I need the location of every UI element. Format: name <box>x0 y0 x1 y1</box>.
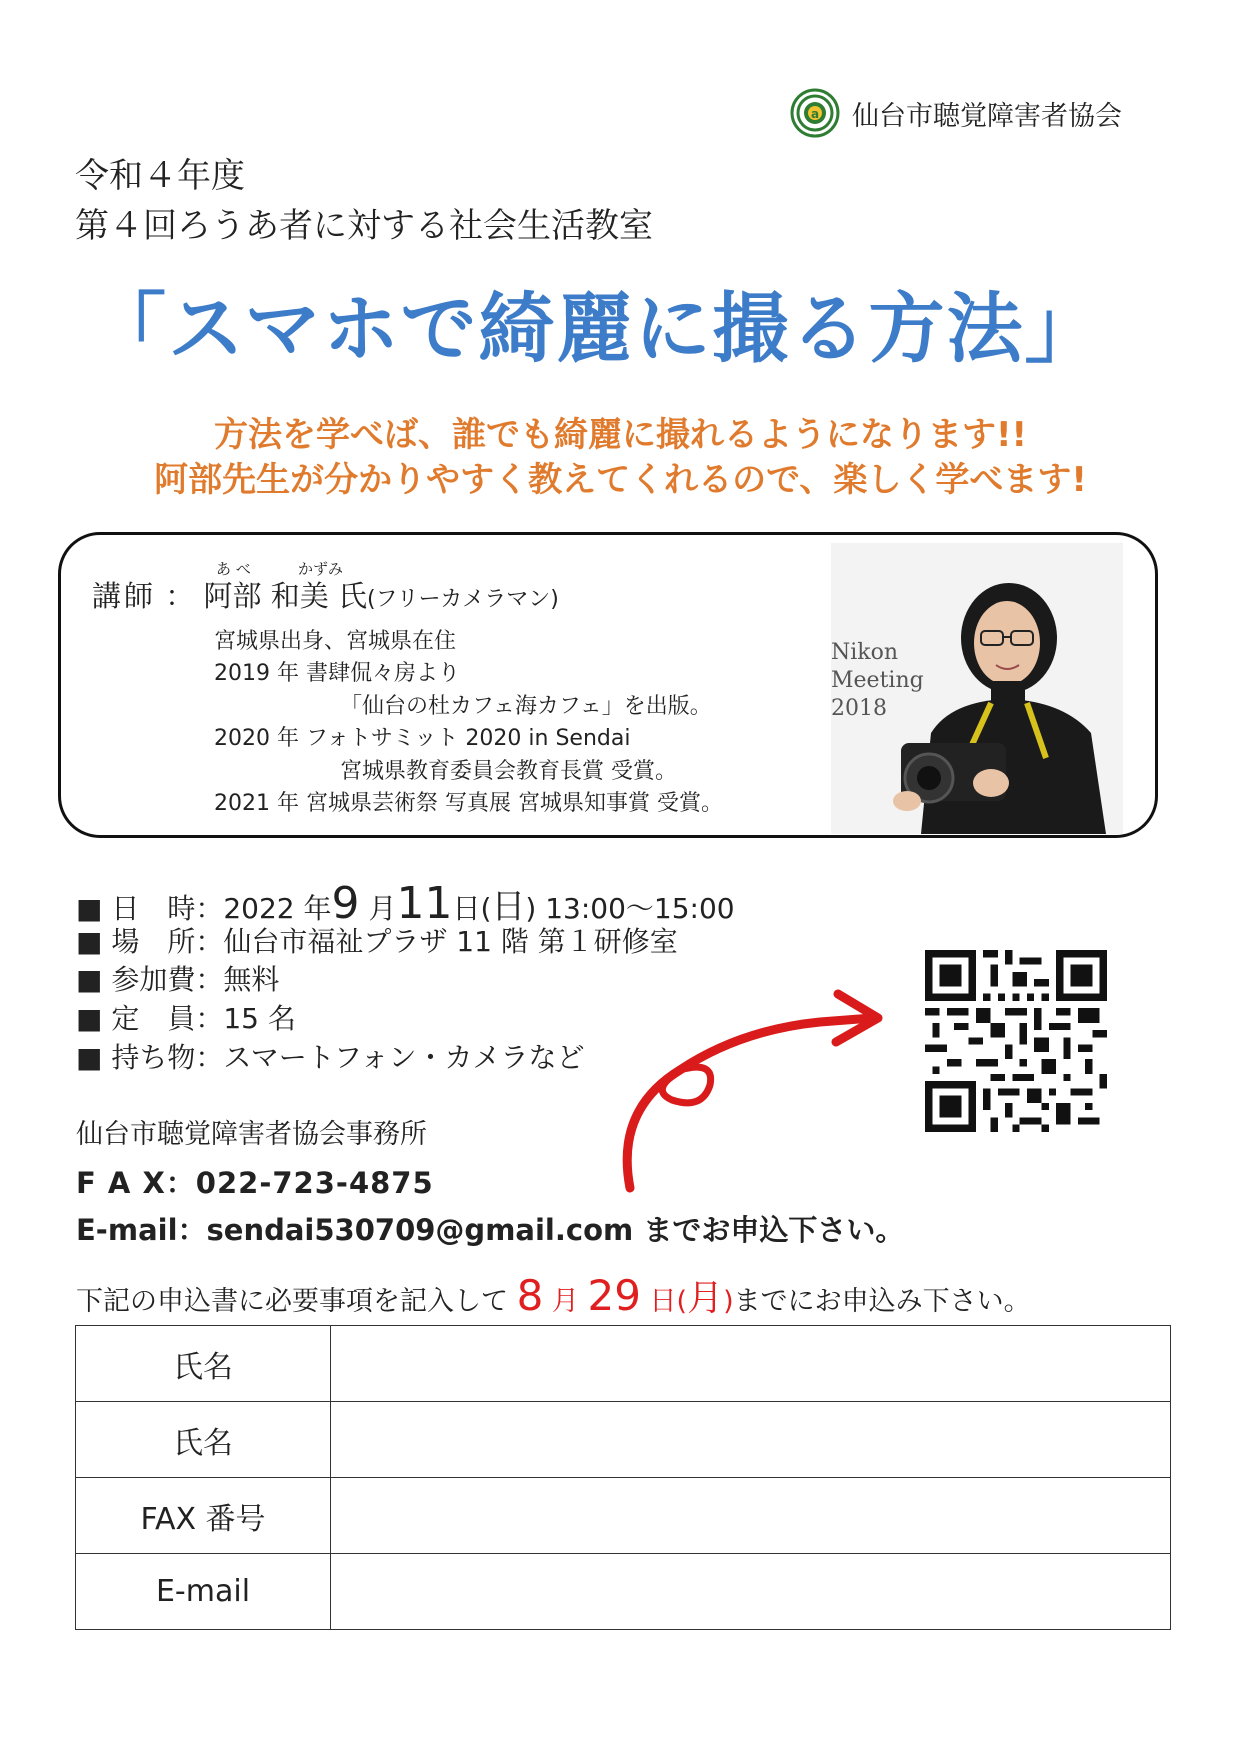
bio-line: 2020 年 フォトサミット 2020 in Sendai <box>214 726 631 751</box>
subtitle-line-2: 阿部先生が分かりやすく教えてくれるので、楽しく学べます! <box>154 460 1087 500</box>
org-header <box>790 88 1122 138</box>
subtitle-line-1: 方法を学べば、誰でも綺麗に撮れるようになります!! <box>213 415 1027 455</box>
photographer-figure <box>831 543 1123 834</box>
fiscal-year: 令和４年度 <box>75 156 245 196</box>
detail-items: ■ 持ち物：スマートフォン・カメラなど <box>76 1041 585 1074</box>
deadline-prefix: 下記の申込書に必要事項を記入して <box>76 1286 517 1317</box>
detail-capacity: ■ 定 員：15 名 <box>76 1002 296 1035</box>
deadline-line <box>76 1270 1031 1321</box>
deadline-month: 8 <box>516 1271 544 1320</box>
fax-number: F A X：022-723-4875 <box>76 1166 434 1200</box>
detail-place: ■ 場 所：仙台市福祉プラザ 11 階 第１研修室 <box>76 925 678 958</box>
form-input-cell[interactable] <box>331 1478 1171 1554</box>
form-label: 氏名 <box>76 1326 331 1402</box>
org-logo-icon <box>790 88 840 138</box>
date-time: ) 13:00～15:00 <box>525 892 735 925</box>
date-day-unit: 日( <box>452 892 492 925</box>
deadline-day-unit: 日( <box>640 1286 688 1317</box>
deadline-day: 29 <box>587 1271 641 1320</box>
email-line <box>76 1208 904 1249</box>
form-input-cell[interactable] <box>331 1402 1171 1478</box>
bio-line: 宮城県教育委員会教育長賞 受賞。 <box>340 759 677 784</box>
date-weekday: 日 <box>491 887 526 927</box>
red-arrow-icon <box>610 960 890 1200</box>
series-title: 第４回ろうあ者に対する社会生活教室 <box>75 206 653 246</box>
detail-fee: ■ 参加費：無料 <box>76 963 280 996</box>
svg-text:a: a <box>810 107 820 121</box>
date-year: 2022 年 <box>223 892 332 925</box>
lecturer-given: 和美 <box>270 579 329 613</box>
bio-line: 宮城県出身、宮城県在住 <box>214 629 457 654</box>
date-day: 11 <box>396 878 453 929</box>
form-label: FAX 番号 <box>76 1478 331 1554</box>
date-month: 9 <box>331 878 360 929</box>
form-row <box>76 1326 1171 1402</box>
email-label: E-mail： <box>76 1213 207 1247</box>
lecturer-name-line <box>92 574 559 615</box>
lecturer-family: 阿部 <box>203 579 262 613</box>
lecturer-role: 講師 <box>92 579 157 613</box>
deadline-close: ) <box>723 1286 734 1317</box>
form-row <box>76 1554 1171 1630</box>
main-title: 「スマホで綺麗に撮る方法」 <box>90 284 1103 373</box>
deadline-weekday: 月 <box>687 1278 724 1319</box>
bio-line: 2019 年 書肆侃々房より <box>214 661 460 686</box>
date-month-unit: 月 <box>368 892 397 925</box>
deadline-month-unit: 月 <box>543 1286 588 1317</box>
lecturer-occupation: (フリーカメラマン) <box>366 587 559 612</box>
qr-code-icon[interactable] <box>925 950 1107 1132</box>
lecturer-honorific: 氏 <box>337 579 367 613</box>
deadline-suffix: までにお申込み下さい。 <box>733 1286 1031 1317</box>
office-name: 仙台市聴覚障害者協会事務所 <box>76 1119 427 1150</box>
lecturer-sep: ： <box>165 579 195 613</box>
photo-backdrop-text: Nikon Meeting 2018 <box>831 640 924 721</box>
form-label: 氏名 <box>76 1402 331 1478</box>
date-label: ■ 日 時： <box>76 892 224 925</box>
form-label: E-mail <box>76 1554 331 1630</box>
bio-line: 2021 年 宮城県芸術祭 写真展 宮城県知事賞 受賞。 <box>214 791 723 816</box>
email-suffix: までお申込下さい。 <box>633 1213 905 1247</box>
form-row <box>76 1478 1171 1554</box>
email-address[interactable]: sendai530709@gmail.com <box>206 1213 634 1247</box>
form-input-cell[interactable] <box>331 1554 1171 1630</box>
bio-line: 「仙台の杜カフェ海カフェ」を出版。 <box>340 694 712 719</box>
ruby-given-name: かずみ <box>298 560 344 578</box>
lecturer-photo <box>831 543 1123 834</box>
form-row <box>76 1402 1171 1478</box>
form-input-cell[interactable] <box>331 1326 1171 1402</box>
org-name: 仙台市聴覚障害者協会 <box>852 100 1122 132</box>
ruby-family-name: あ べ <box>216 560 251 578</box>
application-form-table <box>75 1325 1171 1630</box>
